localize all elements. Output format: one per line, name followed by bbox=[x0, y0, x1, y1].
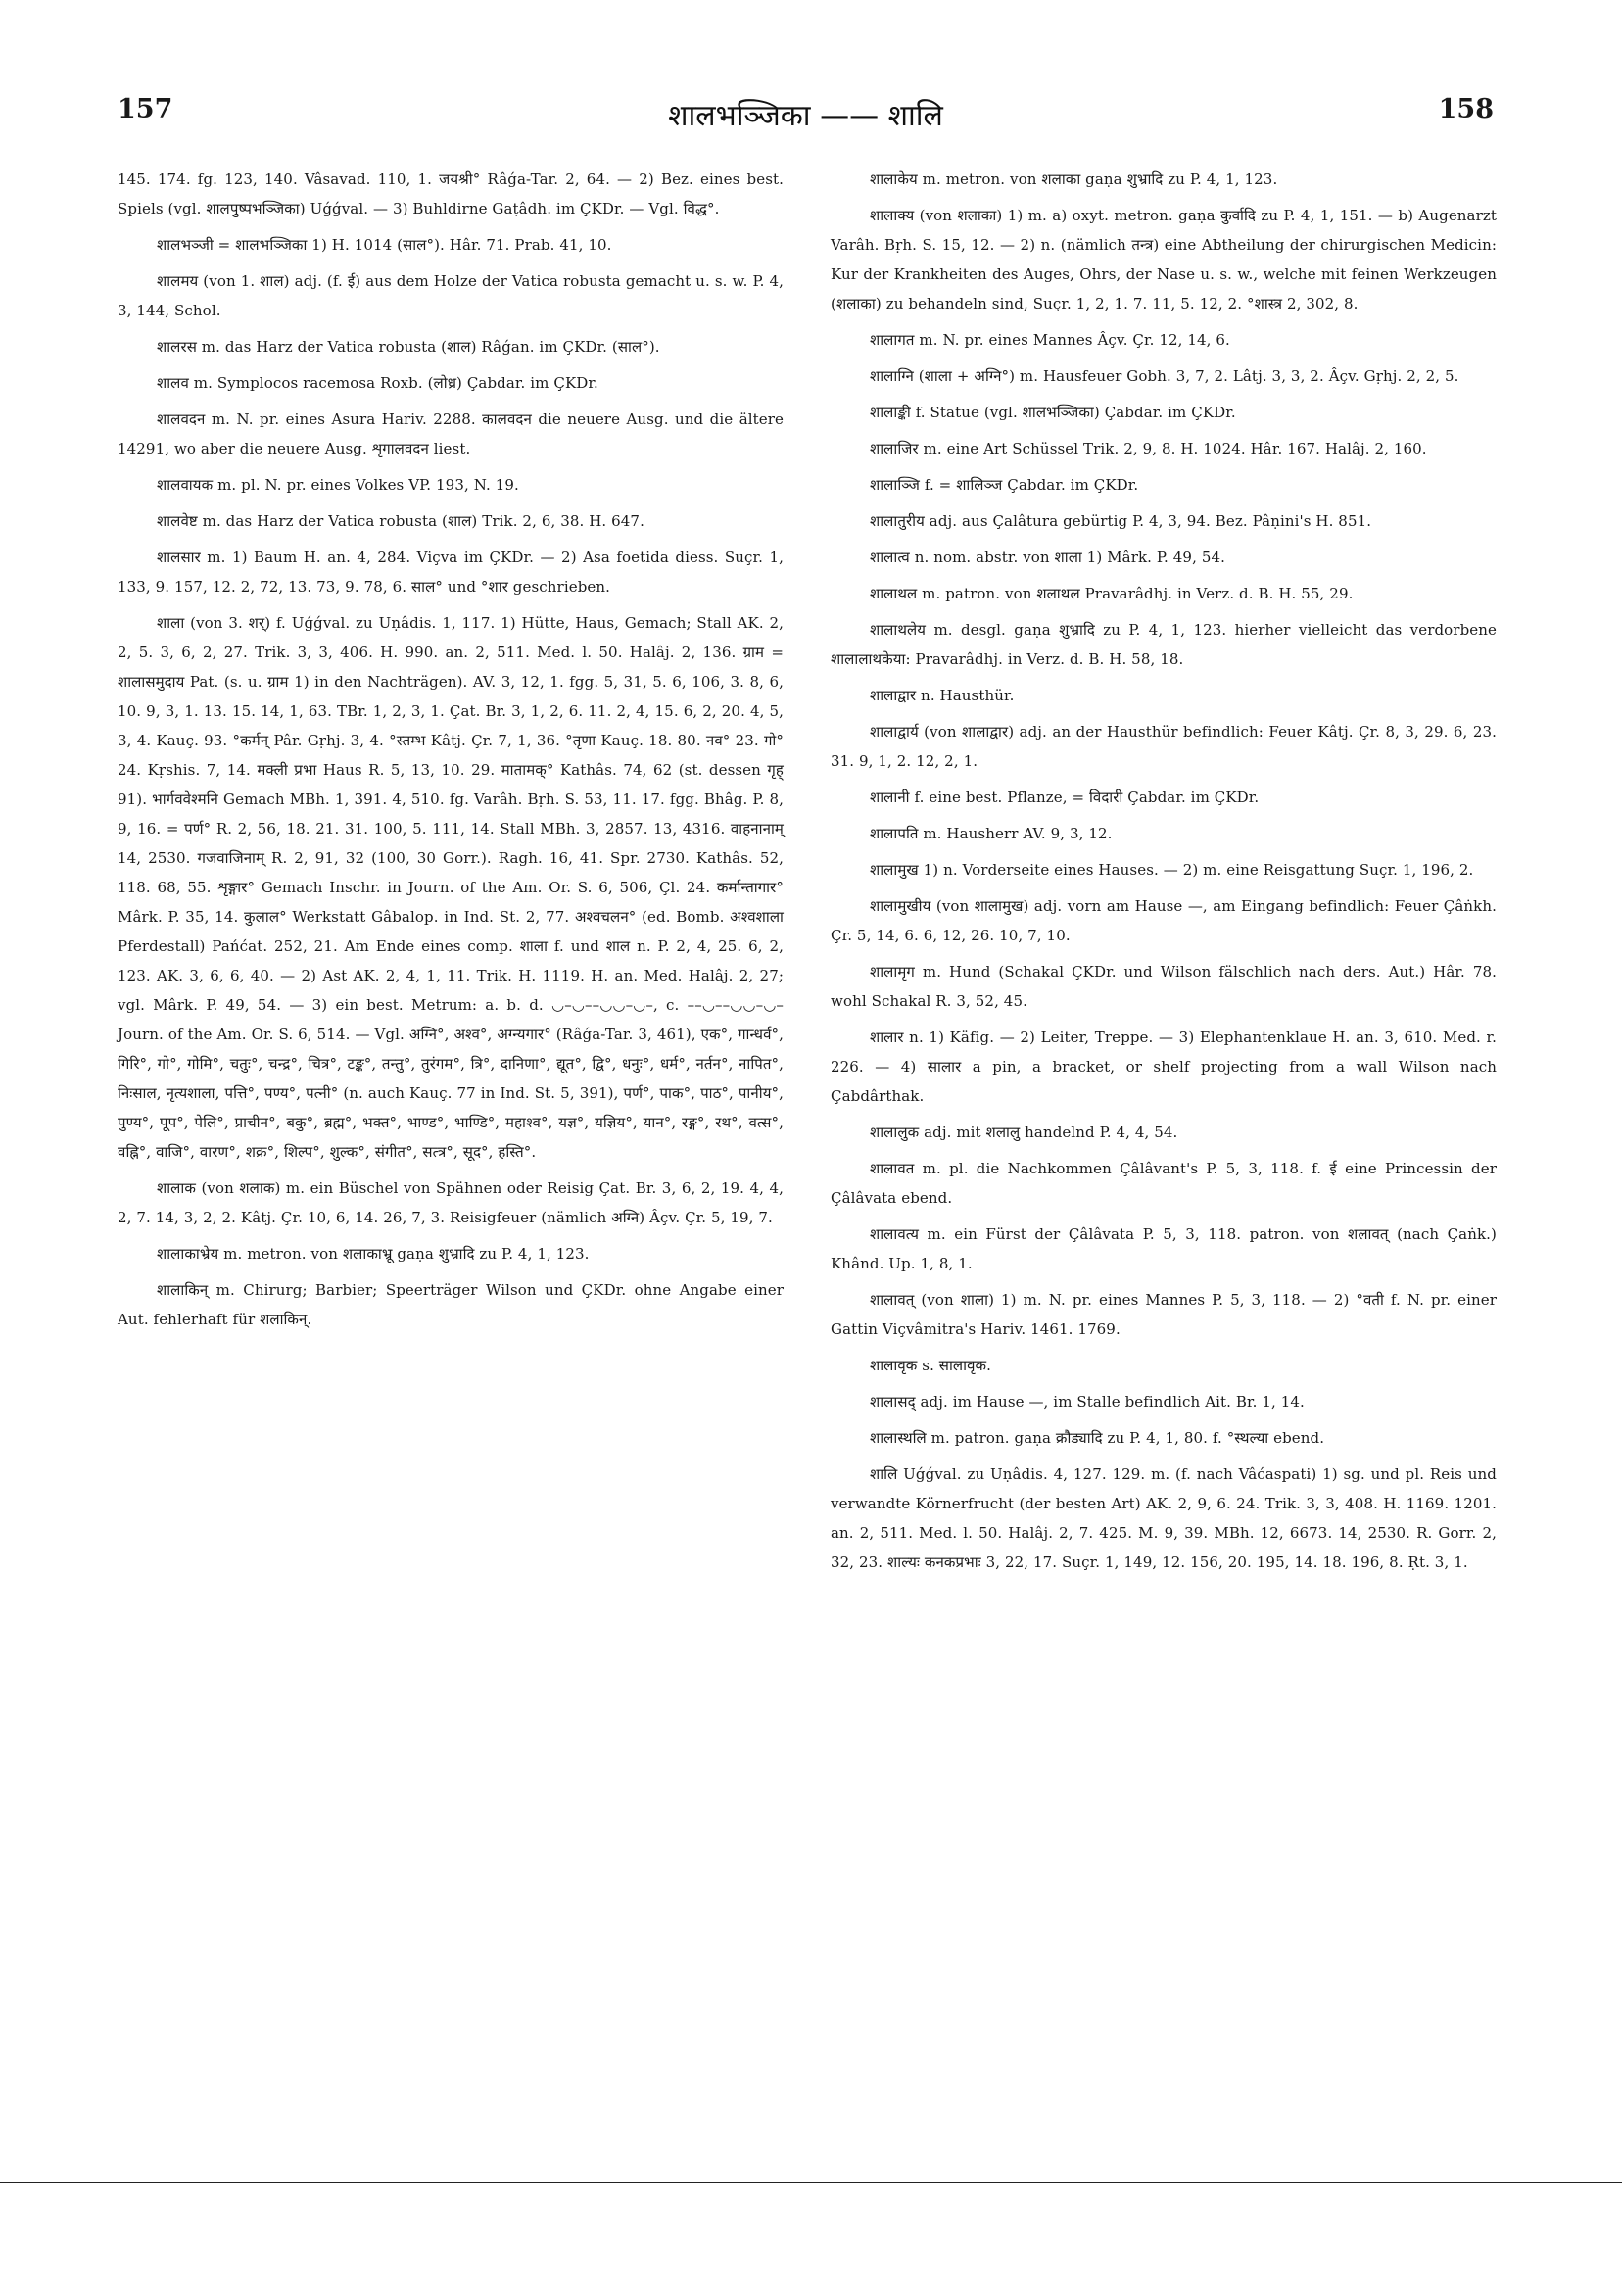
dictionary-entry: शालाजिर m. eine Art Schüssel Trik. 2, 9, 8. H. 1024. Hâr. 167. Halâj. 2, 160. bbox=[870, 440, 1427, 457]
right-column bbox=[831, 165, 1497, 1577]
dictionary-entry: शालव m. Symplocos racemosa Roxb. (लोध्र) Çabdar. im ÇKDr. bbox=[157, 374, 598, 392]
dictionary-entry: शालाक्य (von शलाका) 1) m. a) oxyt. metron. gaṇa कुर्वादि zu P. 4, 1, 151. — b) Augenarzt Varâh. Bṛh. S. 15, 12. — 2) n. (nämlich तन्त्र) eine Abtheilung der chirurgischen Medicin: Kur der Krankheiten des Auges, Ohrs, der Nase u. s. w., welche mit feinen Werkzeugen (शलाका) zu behandeln sind, Suçr. 1, 2, 1. 7. 11, 5. 12, 2. °शास्त्र 2, 302, 8. bbox=[831, 207, 1497, 312]
dictionary-entry: शालामृग m. Hund (Schakal ÇKDr. und Wilson fälschlich nach ders. Aut.) Hâr. 78. wohl Schakal R. 3, 52, 45. bbox=[831, 963, 1497, 1010]
dictionary-entry: शालरस m. das Harz der Vatica robusta (शाल) Râǵan. im ÇKDr. (साल°). bbox=[157, 338, 660, 356]
dictionary-entry: शालवेष्ट m. das Harz der Vatica robusta (शाल) Trik. 2, 6, 38. H. 647. bbox=[157, 512, 644, 530]
dictionary-entry: शालाथल m. patron. von शलाथल Pravarâdhj. in Verz. d. B. H. 55, 29. bbox=[870, 585, 1354, 602]
left-column bbox=[118, 165, 784, 1334]
dictionary-entry: शालाकिन् m. Chirurg; Barbier; Speerträger Wilson und ÇKDr. ohne Angabe einer Aut. fehlerhaft für शलाकिन्. bbox=[118, 1281, 784, 1328]
footer-rule bbox=[0, 2182, 1622, 2183]
dictionary-entry: शालावत m. pl. die Nachkommen Çâlâvant's P. 5, 3, 118. f. ई eine Princessin der Çâlâvata ebend. bbox=[831, 1160, 1497, 1207]
dictionary-entry: शालि Uǵǵval. zu Uṇâdis. 4, 127. 129. m. (f. nach Vâćaspati) 1) sg. und pl. Reis und verwandte Körnerfrucht (der besten Art) AK. 2, 9, 6. 24. Trik. 3, 3, 408. H. 1169. 1201. an. 2, 511. Med. l. 50. Halâj. 2, 7. 425. M. 9, 39. MBh. 12, 6673. 14, 2530. R. Gorr. 2, 32, 23. शाल्यः कनकप्रभाः 3, 22, 17. Suçr. 1, 149, 12. 156, 20. 195, 14. 18. 196, 8. Ṛt. 3, 1. bbox=[831, 1465, 1497, 1571]
dictionary-entry: शालावत् (von शाला) 1) m. N. pr. eines Mannes P. 5, 3, 118. — 2) °वती f. N. pr. einer Gattin Viçvâmitra's Hariv. 1461. 1769. bbox=[831, 1291, 1497, 1338]
dictionary-entry: शालाक (von शलाक) m. ein Büschel von Spähnen oder Reisig Çat. Br. 3, 6, 2, 19. 4, 4, 2, 7. 14, 3, 2, 2. Kâtj. Çr. 10, 6, 14. 26, 7, 3. Reisigfeuer (nämlich अग्नि) Âçv. Çr. 5, 19, 7. bbox=[118, 1179, 784, 1226]
page-number-left: 157 bbox=[118, 94, 173, 124]
dictionary-entry: शालापति m. Hausherr AV. 9, 3, 12. bbox=[870, 825, 1113, 842]
dictionary-entry: 145. 174. fg. 123, 140. Vâsavad. 110, 1. जयश्री° Râǵa-Tar. 2, 64. — 2) Bez. eines best. Spiels (vgl. शालपुष्पभञ्जिका) Uǵǵval. — 3) Buhldirne Gaṭâdh. im ÇKDr. — Vgl. विद्ध°. bbox=[118, 170, 784, 217]
page-number-right: 158 bbox=[1438, 94, 1494, 124]
dictionary-entry: शालसार m. 1) Baum H. an. 4, 284. Viçva im ÇKDr. — 2) Asa foetida diess. Suçr. 1, 133, 9. 157, 12. 2, 72, 13. 73, 9. 78, 6. साल° und °शार geschrieben. bbox=[118, 549, 784, 596]
dictionary-entry: शालाथलेय m. desgl. gaṇa शुभ्रादि zu P. 4, 1, 123. hierher vielleicht das verdorbene शालालाथकेया: Pravarâdhj. in Verz. d. B. H. 58, 18. bbox=[831, 621, 1497, 668]
dictionary-entry: शालार n. 1) Käfig. — 2) Leiter, Treppe. — 3) Elephantenklaue H. an. 3, 610. Med. r. 226. — 4) सालार a pin, a bracket, or shelf projecting from a wall Wilson nach Çabdârthak. bbox=[831, 1028, 1497, 1105]
dictionary-entry: शालाङ्की f. Statue (vgl. शालभञ्जिका) Çabdar. im ÇKDr. bbox=[870, 404, 1236, 421]
dictionary-entry: शालात्व n. nom. abstr. von शाला 1) Mârk. P. 49, 54. bbox=[870, 549, 1225, 566]
dictionary-entry: शालाद्वार n. Hausthür. bbox=[870, 687, 1015, 704]
dictionary-entry: शालाग्नि (शाला + अग्नि°) m. Hausfeuer Gobh. 3, 7, 2. Lâtj. 3, 3, 2. Âçv. Gṛhj. 2, 2, 5. bbox=[870, 367, 1459, 385]
dictionary-entry: शालास्थलि m. patron. gaṇa क्रौड्यादि zu P. 4, 1, 80. f. °स्थल्या ebend. bbox=[870, 1429, 1325, 1447]
dictionary-entry: शालालुक adj. mit शलालु handelnd P. 4, 4, 54. bbox=[870, 1124, 1178, 1141]
dictionary-entry: शालावत्य m. ein Fürst der Çâlâvata P. 5, 3, 118. patron. von शलावत् (nach Çaṅk.) Khând. Up. 1, 8, 1. bbox=[831, 1225, 1497, 1272]
dictionary-entry: शालामुखीय (von शालामुख) adj. vorn am Hause —, am Eingang befindlich: Feuer Çâṅkh. Çr. 5, 14, 6. 6, 12, 26. 10, 7, 10. bbox=[831, 897, 1497, 944]
dictionary-entry: शालानी f. eine best. Pflanze, = विदारी Çabdar. im ÇKDr. bbox=[870, 789, 1260, 806]
page-header bbox=[118, 94, 1494, 133]
dictionary-entry: शालवायक m. pl. N. pr. eines Volkes VP. 193, N. 19. bbox=[157, 476, 519, 494]
dictionary-entry: शालासद् adj. im Hause —, im Stalle befindlich Ait. Br. 1, 14. bbox=[870, 1393, 1305, 1411]
dictionary-entry: शालाद्वार्य (von शालाद्वार) adj. an der Hausthür befindlich: Feuer Kâtj. Çr. 8, 3, 29. 6, 23. 31. 9, 1, 2. 12, 2, 1. bbox=[831, 723, 1497, 770]
running-title: शालभञ्जिका —— शालि bbox=[668, 99, 943, 133]
dictionary-entry: शालातुरीय adj. aus Çalâtura gebürtig P. 4, 3, 94. Bez. Pâṇini's H. 851. bbox=[870, 512, 1372, 530]
dictionary-entry: शालभञ्जी = शालभञ्जिका 1) H. 1014 (साल°). Hâr. 71. Prab. 41, 10. bbox=[157, 236, 612, 254]
dictionary-entry: शालवदन m. N. pr. eines Asura Hariv. 2288. कालवदन die neuere Ausg. und die ältere 14291, wo aber die neuere Ausg. शृगालवदन liest. bbox=[118, 410, 784, 457]
dictionary-entry: शालाञ्जि f. = शालिञ्ज Çabdar. im ÇKDr. bbox=[870, 476, 1139, 494]
dictionary-entry: शालाकाभ्रेय m. metron. von शलाकाभ्रू gaṇa शुभ्रादि zu P. 4, 1, 123. bbox=[157, 1245, 590, 1263]
dictionary-entry: शालमय (von 1. शाल) adj. (f. ई) aus dem Holze der Vatica robusta gemacht u. s. w. P. 4, 3, 144, Schol. bbox=[118, 272, 784, 319]
dictionary-entry: शालागत m. N. pr. eines Mannes Âçv. Çr. 12, 14, 6. bbox=[870, 331, 1230, 349]
dictionary-entry: शालावृक s. सालावृक. bbox=[870, 1357, 992, 1374]
dictionary-entry: शालामुख 1) n. Vorderseite eines Hauses. — 2) m. eine Reisgattung Suçr. 1, 196, 2. bbox=[870, 861, 1474, 879]
dictionary-entry: शाला (von 3. शर्) f. Uǵǵval. zu Uṇâdis. 1, 117. 1) Hütte, Haus, Gemach; Stall AK. 2, 2, 5. 3, 6, 2, 27. Trik. 3, 3, 406. H. 990. an. 2, 511. Med. l. 50. Halâj. 2, 136. ग्राम = शालासमुदाय Pat. (s. u. ग्राम 1) in den Nachträgen). AV. 3, 12, 1. fgg. 5, 31, 5. 6, 106, 3. 8, 6, 10. 9, 3, 1. 13. 15. 14, 1, 63. TBr. 1, 2, 3, 1. Çat. Br. 3, 1, 2, 6. 11. 2, 4, 15. 6, 2, 20. 4, 5, 3, 4. Kauç. 93. °कर्मन् Pâr. Gṛhj. 3, 4. °स्तम्भ Kâtj. Çr. 7, 1, 36. °तृणा Kauç. 18. 80. नव° 23. गो° 24. Kṛshis. 7, 14. मक्ली प्रभा Haus R. 5, 13, 10. 29. मातामक्° Kathâs. 74, 62 (st. dessen गृह् 91). भार्गववेश्मनि Gemach MBh. 1, 391. 4, 510. fg. Varâh. Bṛh. S. 53, 11. 17. fgg. Bhâg. P. 8, 9, 16. = पर्ण° R. 2, 56, 18. 21. 31. 100, 5. 111, 14. Stall MBh. 3, 2857. 13, 4316. वाहनानाम् 14, 2530. गजवाजिनाम् R. 2, 91, 32 (100, 30 Gorr.). Ragh. 16, 41. Spr. 2730. Kathâs. 52, 118. 68, 55. शृङ्गार° Gemach Inschr. in Journ. of the Am. Or. S. 6, 506, Çl. 24. कर्मान्तागार° Mârk. P. 35, 14. कुलाल° Werkstatt Gâbalop. in Ind. St. 2, 77. अश्वचलन° (ed. Bomb. अश्वशाला Pferdestall) Pańćat. 252, 21. Am Ende eines comp. शाला f. und शाल n. P. 2, 4, 25. 6, 2, 123. AK. 3, 6, 6, 40. — 2) Ast AK. 2, 4, 1, 11. Trik. H. 1119. H. an. Med. Halâj. 2, 27; vgl. Mârk. P. 49, 54. — 3) ein best. Metrum: a. b. d. ◡–◡––◡◡–◡–, c. ––◡––◡◡–◡– Journ. of the Am. Or. S. 6, 514. — Vgl. अग्नि°, अश्व°, अग्न्यगार° (Râǵa-Tar. 3, 461), एक°, गान्धर्व°, गिरि°, गो°, गोमि°, चतुः°, चन्द्र°, चित्र°, टङ्क°, तन्तु°, तुरंगम°, त्रि°, दानिणा°, द्यूत°, द्वि°, धनुः°, धर्म°, नर्तन°, नापित°, निःसाल, नृत्यशाला, पत्ति°, पण्य°, पत्नी° (n. auch Kauç. 77 in Ind. St. 5, 391), पर्ण°, पाक°, पाठ°, पानीय°, पुण्य°, पूप°, पेलि°, प्राचीन°, बकु°, ब्रह्म°, भक्त°, भाण्ड°, भाण्डि°, महाश्व°, यज्ञ°, यज्ञिय°, यान°, रङ्ग°, रथ°, वत्स°, वह्नि°, वाजि°, वारण°, शक्र°, शिल्प°, शुल्क°, संगीत°, सत्त्र°, सूद°, हस्ति°. bbox=[118, 614, 784, 1161]
dictionary-entry: शालाकेय m. metron. von शलाका gaṇa शुभ्रादि zu P. 4, 1, 123. bbox=[870, 170, 1278, 188]
